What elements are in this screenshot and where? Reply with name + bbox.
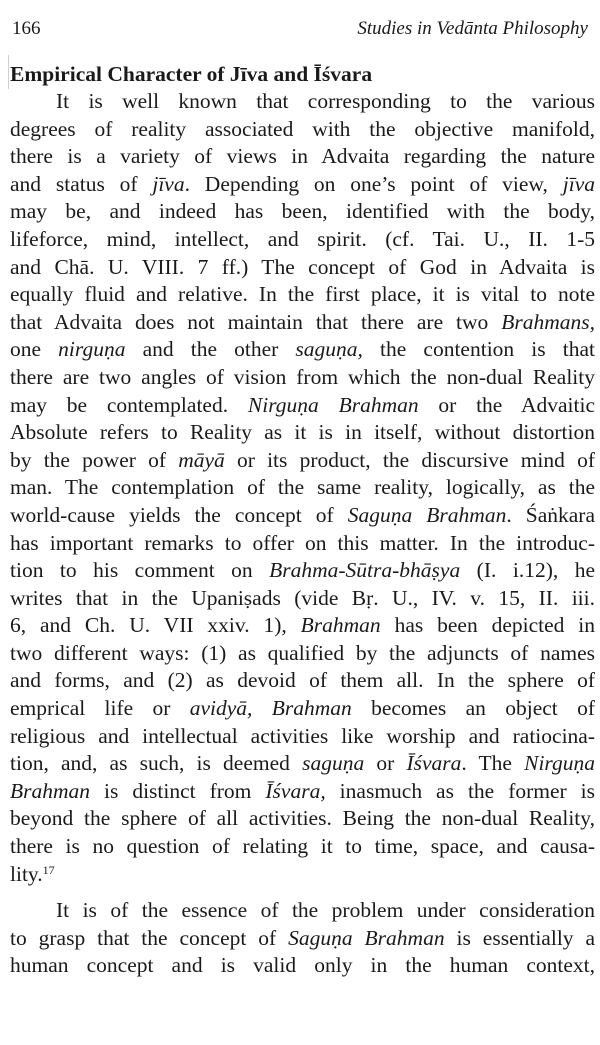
section-heading: Empirical Character of Jīva and Īśvara	[10, 62, 373, 86]
italic-term: Brahmans,	[501, 309, 595, 334]
margin-rule	[8, 55, 9, 89]
text-line	[10, 861, 595, 889]
text-line	[10, 226, 595, 254]
text-line	[10, 530, 595, 558]
text-line	[10, 778, 595, 806]
footnote-marker: 17	[42, 862, 55, 877]
text-run: . Śaṅkara	[506, 502, 596, 527]
text-line	[10, 364, 595, 392]
text-run: 6, and Ch. U. VII xxiv. 1),	[10, 613, 301, 638]
text-line	[10, 198, 595, 226]
text-run: world-cause yields the concept of	[10, 502, 348, 527]
text-run: there is a variety of views in Advaita regarding the nature	[10, 144, 595, 169]
text-run: and forms, and (2) as devoid of them all. In the sphere of	[10, 668, 595, 693]
text-line	[10, 723, 595, 751]
text-line	[10, 336, 595, 364]
italic-term: jīva	[562, 171, 595, 196]
text-line	[10, 171, 595, 199]
text-line	[10, 116, 595, 144]
page-header	[12, 14, 588, 44]
text-run: or	[364, 751, 407, 776]
text-run: becomes an object of	[351, 696, 595, 721]
text-line	[10, 88, 595, 116]
text-run: tion to his comment on	[10, 558, 270, 583]
text-run: by the power of	[10, 447, 179, 472]
italic-term: Saguṇa Brahman	[347, 502, 507, 527]
text-run: there are two angles of vision from which the non-dual Reality	[10, 364, 595, 389]
paragraph-1	[10, 88, 595, 888]
text-line	[10, 897, 595, 925]
text-run: has been depicted in	[380, 613, 596, 638]
text-line	[10, 557, 595, 585]
text-line	[10, 585, 595, 613]
text-run: there is no question of relating it to time, space, and causa-	[10, 834, 595, 859]
text-run: the contention is that	[362, 337, 595, 362]
italic-term: saguṇa	[302, 751, 365, 776]
text-line	[10, 447, 595, 475]
text-run: one	[10, 337, 59, 362]
text-run: . The	[461, 751, 525, 776]
italic-term: Saguṇa Brahman	[288, 925, 445, 950]
text-line	[10, 419, 595, 447]
italic-term: Nirguṇa	[524, 751, 595, 776]
italic-term: Brahman	[300, 613, 381, 638]
text-run: (I. i.12), he	[460, 558, 595, 583]
text-run: is distinct from	[90, 778, 266, 803]
italic-term: avidyā, Brahman	[189, 696, 352, 721]
running-title: Studies in Vedānta Philosophy	[357, 18, 588, 39]
text-run: or its product, the discursive mind of	[224, 447, 595, 472]
text-run: emprical life or	[10, 696, 190, 721]
text-run: is essentially a	[444, 925, 596, 950]
italic-term: saguṇa,	[295, 337, 363, 362]
text-run: It is well known that corresponding to the various	[56, 89, 595, 113]
text-line	[10, 833, 595, 861]
text-run: and Chā. U. VIII. 7 ff.) The concept of God in Advaita is	[10, 254, 595, 279]
text-run: and status of	[10, 171, 153, 196]
text-line	[10, 254, 595, 282]
text-run: may be contemplated.	[10, 392, 248, 417]
text-run: to grasp that the concept of	[10, 925, 289, 950]
text-run: two different ways: (1) as qualified by the adjuncts of names	[10, 640, 595, 665]
italic-term: Nirguṇa Brahman	[247, 392, 419, 417]
text-run: . Depending on one’s point of view,	[184, 171, 563, 196]
text-run: lity.	[10, 861, 43, 886]
italic-term: Brahman	[10, 778, 91, 803]
italic-term: Brahma-Sūtra-bhāṣya	[269, 558, 461, 583]
text-line	[10, 281, 595, 309]
text-line	[10, 925, 595, 953]
text-run: tion, and, as such, is deemed	[10, 751, 303, 776]
page-number: 166	[12, 18, 41, 39]
text-line	[10, 309, 595, 337]
text-run: religious and intellectual activities like worship and ratiocina-	[10, 723, 595, 748]
paragraph-2	[10, 897, 595, 980]
italic-term: jīva	[152, 171, 185, 196]
text-run: that Advaita does not maintain that there are two	[10, 309, 502, 334]
text-line	[10, 695, 595, 723]
text-line	[10, 612, 595, 640]
italic-term: Īśvara	[406, 751, 462, 776]
text-line	[10, 640, 595, 668]
text-run: human concept and is valid only in the human context,	[10, 953, 595, 978]
text-line	[10, 805, 595, 833]
text-run: lifeforce, mind, intellect, and spirit. (cf. Tai. U., II. 1-5	[10, 226, 595, 251]
page-body	[10, 60, 595, 980]
text-line	[10, 667, 595, 695]
text-run: beyond the sphere of all activities. Being the non-dual Reality,	[10, 806, 595, 831]
text-line	[10, 952, 595, 980]
text-run: inasmuch as the former is	[325, 778, 596, 803]
text-run: man. The contemplation of the same reality, logically, as the	[10, 475, 595, 500]
text-run: degrees of reality associated with the objective manifold,	[10, 116, 595, 141]
text-line	[10, 502, 595, 530]
italic-term: Īśvara,	[265, 778, 326, 803]
text-run: equally fluid and relative. In the first place, it is vital to note	[10, 282, 595, 307]
text-run: Absolute refers to Reality as it is in itself, without distortion	[10, 420, 595, 445]
text-run: and the other	[125, 337, 296, 362]
text-line	[10, 392, 595, 420]
italic-term: māyā	[178, 447, 225, 472]
text-line	[10, 474, 595, 502]
text-line	[10, 750, 595, 778]
text-run: has important remarks to offer on this matter. In the introduc-	[10, 530, 595, 555]
text-line	[10, 143, 595, 171]
text-run: may be, and indeed has been, identified with the body,	[10, 199, 595, 224]
text-run: or the Advaitic	[418, 392, 595, 417]
italic-term: nirguṇa	[58, 337, 126, 362]
text-run: writes that in the Upaniṣads (vide Bṛ. U., IV. v. 15, II. iii.	[10, 585, 595, 610]
text-run: It is of the essence of the problem under consideration	[56, 898, 595, 923]
